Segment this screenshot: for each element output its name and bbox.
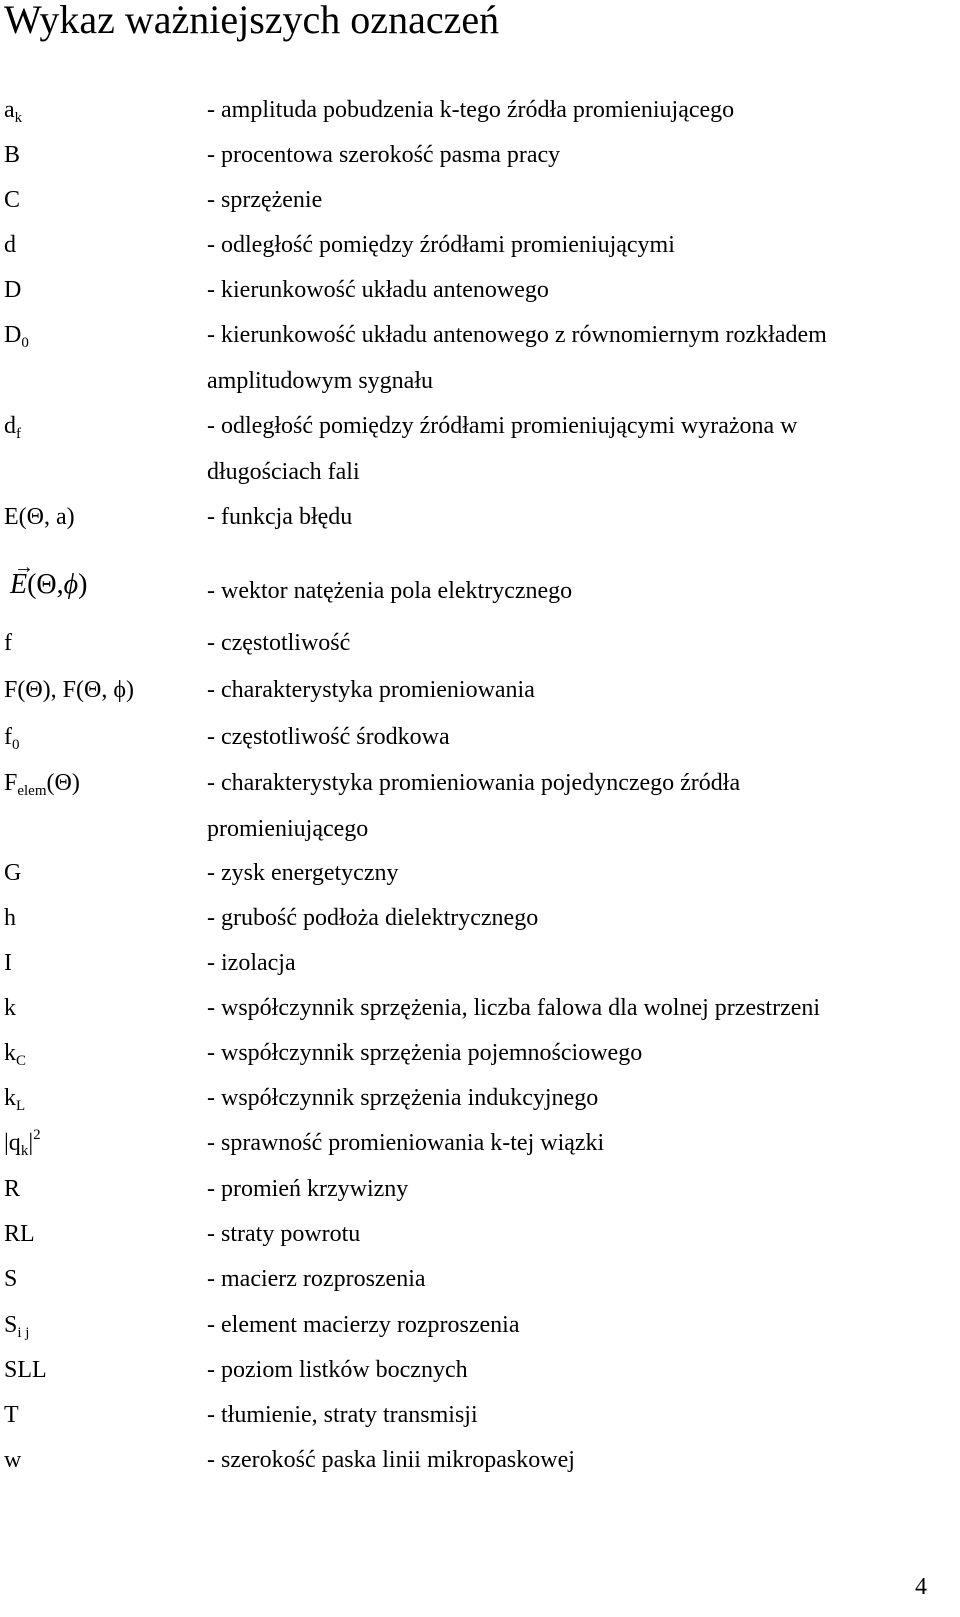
description: - częstotliwość środkowa	[207, 724, 450, 750]
list-item	[0, 1310, 960, 1356]
symbol: $f_0$	[4, 724, 20, 753]
list-item	[0, 1174, 960, 1220]
symbol: T	[4, 1402, 19, 1428]
description: - grubość podłoża dielektrycznego	[207, 905, 539, 931]
symbol: $k_L$	[4, 1085, 26, 1114]
symbol: $|q_k|^2$	[4, 1127, 41, 1159]
symbol: h	[4, 905, 16, 931]
symbol: G	[4, 860, 22, 886]
symbol: f	[4, 630, 12, 656]
description: - poziom listków bocznych	[207, 1357, 468, 1383]
list-item	[0, 948, 960, 994]
description: - element macierzy rozproszenia	[207, 1312, 520, 1338]
symbol: R	[4, 1176, 21, 1202]
list-item	[0, 502, 960, 548]
list-item	[0, 1128, 960, 1174]
list-item	[0, 993, 960, 1039]
list-item	[0, 556, 960, 622]
description: - promień krzywizny	[207, 1176, 409, 1202]
page-number: 4	[915, 1574, 927, 1600]
list-item	[0, 722, 960, 768]
symbol: RL	[4, 1221, 35, 1247]
description: - charakterystyka promieniowania pojedynczego źródła promieniującego	[207, 770, 741, 842]
list-item	[0, 628, 960, 674]
description: - współczynnik sprzężenia pojemnościowego	[207, 1040, 643, 1066]
symbol: I	[4, 950, 12, 976]
description: - częstotliwość	[207, 630, 351, 656]
list-item	[0, 903, 960, 949]
description: - współczynnik sprzężenia indukcyjnego	[207, 1085, 599, 1111]
description: - współczynnik sprzężenia, liczba falowa dla wolnej przestrzeni	[207, 995, 821, 1021]
description: - tłumienie, straty transmisji	[207, 1402, 478, 1428]
list-item	[0, 275, 960, 321]
list-item	[0, 185, 960, 231]
symbol: k	[4, 995, 16, 1021]
description: - wektor natężenia pola elektrycznego	[207, 578, 573, 604]
description: - szerokość paska linii mikropaskowej	[207, 1447, 575, 1473]
symbol: S	[4, 1266, 18, 1292]
description: - straty powrotu	[207, 1221, 361, 1247]
symbol: D	[4, 277, 22, 303]
symbol: w	[4, 1447, 22, 1473]
symbol: d	[4, 232, 16, 258]
description: - sprzężenie	[207, 187, 323, 213]
description: - izolacja	[207, 950, 296, 976]
description: - funkcja błędu	[207, 504, 353, 530]
symbol: $S_{i j}$	[4, 1312, 30, 1341]
symbol: SLL	[4, 1357, 47, 1383]
list-item	[0, 411, 960, 485]
description: - kierunkowość układu antenowego z równomiernym rozkładem amplitudowym sygnału	[207, 322, 827, 394]
symbol: E(Θ, a)	[4, 504, 75, 530]
symbol: $a_k$	[4, 97, 23, 126]
list-item	[0, 1445, 960, 1491]
list-item	[0, 1219, 960, 1265]
description: - kierunkowość układu antenowego	[207, 277, 549, 303]
list-item	[0, 675, 960, 721]
list-item	[0, 1038, 960, 1084]
description: - charakterystyka promieniowania	[207, 677, 535, 703]
list-item	[0, 1400, 960, 1446]
description: - procentowa szerokość pasma pracy	[207, 142, 561, 168]
symbol: $k_C$	[4, 1040, 27, 1069]
description: - sprawność promieniowania k-tej wiązki	[207, 1130, 605, 1156]
list-item	[0, 1083, 960, 1129]
description: - odległość pomiędzy źródłami promieniującymi wyrażona w długościach fali	[207, 413, 798, 485]
list-item	[0, 768, 960, 842]
description: - odległość pomiędzy źródłami promieniującymi	[207, 232, 675, 258]
symbol: $D_0$	[4, 322, 29, 351]
list-item	[0, 230, 960, 276]
vector-arrow-icon: →	[14, 556, 34, 578]
symbol: B	[4, 142, 21, 168]
list-item	[0, 1355, 960, 1401]
description: - zysk energetyczny	[207, 860, 399, 886]
page-title: Wykaz ważniejszych oznaczeń	[4, 0, 500, 42]
list-item	[0, 858, 960, 904]
symbol: F(Θ), F(Θ, ϕ)	[4, 677, 134, 703]
description: - amplituda pobudzenia k-tego źródła promieniującego	[207, 97, 735, 123]
symbol: $F_{elem}(\Theta)$	[4, 770, 80, 799]
list-item	[0, 320, 960, 394]
list-item	[0, 95, 960, 141]
description: - macierz rozproszenia	[207, 1266, 426, 1292]
symbol: $d_f$	[4, 413, 21, 442]
list-item	[0, 1264, 960, 1310]
symbol: C	[4, 187, 21, 213]
symbol: → E(Θ,ϕ)	[10, 570, 87, 600]
list-item	[0, 140, 960, 186]
